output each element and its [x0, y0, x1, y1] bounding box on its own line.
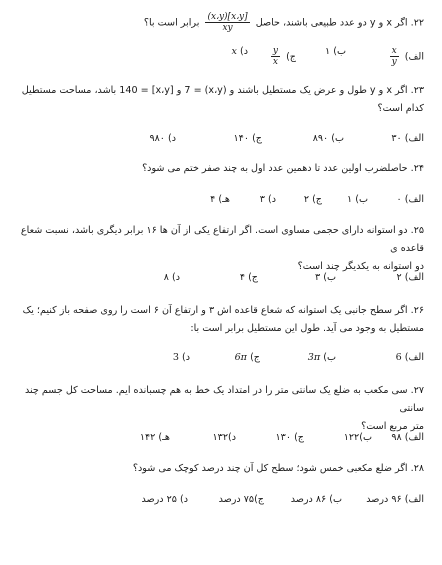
question-27: [14, 382, 424, 436]
question-28: [14, 460, 424, 478]
option-c[interactable]: ج) 6π: [234, 352, 260, 363]
option-a[interactable]: الف) 6: [395, 352, 424, 363]
question-22-text-a: ۲۲. اگر x و y دو عدد طبیعی باشند، حاصل: [255, 17, 424, 29]
option-a[interactable]: الف) ۲: [396, 272, 424, 283]
question-24: [14, 160, 424, 178]
question-26-line1: ۲۶. اگر سطح جانبی یک استوانه که شعاع قاعده اش ۳ و ارتفاع آن ۶ است را روی صفحه باز کنیم؛ یک: [22, 305, 424, 316]
option-a[interactable]: الف) ۳۰: [391, 133, 424, 144]
option-b[interactable]: ب) ۳: [315, 272, 336, 283]
option-a[interactable]: الف) $\frac{x}{y}$: [391, 46, 424, 67]
option-c[interactable]: ج) ۲: [303, 194, 322, 205]
option-b[interactable]: ب)۱۲۲: [343, 432, 372, 443]
question-25-options: [14, 272, 424, 288]
question-22-fraction: [205, 12, 249, 33]
question-22-options: [14, 46, 424, 67]
option-a[interactable]: الف) ۹۸: [391, 432, 424, 443]
question-27-options: [14, 432, 424, 448]
option-b[interactable]: ب) ۱: [325, 46, 346, 57]
question-28-options: [14, 494, 424, 510]
option-c[interactable]: ج) $\frac{y}{x}$: [272, 46, 296, 67]
option-c[interactable]: ج)۷۵ درصد: [218, 494, 264, 505]
fraction-numerator: (x،y)[x،y]: [207, 12, 248, 22]
question-25-line1: ۲۵. دو استوانه دارای حجمی مساوی است. اگر ارتفاع یکی از آن ها ۱۶ برابر دیگری باشد، نسبت شعاع قاعده ی: [20, 225, 424, 254]
question-27-line1: ۲۷. سی مکعب به ضلع یک سانتی متر را در امتداد یک خط به هم چسبانده ایم. مساحت کل جسم چند سانتی: [25, 385, 424, 414]
fraction-denominator: xy: [222, 23, 233, 33]
option-b[interactable]: ب) 3π: [307, 352, 336, 363]
question-23-line1: ۲۳. اگر x و y طول و عرض یک مستطیل باشند و (x،y) = 7 و [x،y] = 140 باشد، مساحت مستطیل: [21, 85, 424, 96]
question-26-options: [14, 352, 424, 368]
option-c[interactable]: ج) ۱۴۰: [233, 133, 262, 144]
option-c[interactable]: ج) ۱۳۰: [275, 432, 304, 443]
option-c[interactable]: ج) ۴: [239, 272, 258, 283]
question-26-line2: مستطیل به وجود می آید. طول این مستطیل برابر است با:: [190, 323, 424, 334]
question-24-line1: ۲۴. حاصلضرب اولین عدد تا دهمین عدد اول به چند صفر ختم می شود؟: [142, 163, 424, 174]
option-b[interactable]: ب) ۸۹۰: [312, 133, 344, 144]
option-a[interactable]: الف) ۹۶ درصد: [366, 494, 424, 505]
option-d[interactable]: د) ۸: [163, 272, 180, 283]
option-b[interactable]: ب) ۸۶ درصد: [290, 494, 342, 505]
question-22: [14, 12, 424, 33]
option-e[interactable]: هـ) ۱۴۲: [139, 432, 170, 443]
question-26: [14, 302, 424, 338]
question-23: [14, 82, 424, 118]
question-25-line2: دو استوانه به یکدیگر چند است؟: [297, 261, 424, 272]
question-23-options: [14, 133, 424, 149]
option-d[interactable]: د) 3: [172, 352, 190, 363]
question-25: [14, 222, 424, 276]
option-e[interactable]: هـ) ۴: [210, 194, 230, 205]
option-b[interactable]: ب) ۱: [347, 194, 368, 205]
option-d[interactable]: د) ۲۵ درصد: [141, 494, 188, 505]
option-d[interactable]: د)۱۳۲: [212, 432, 236, 443]
question-22-text-b: برابر است با؟: [143, 17, 200, 29]
option-d[interactable]: د) x: [231, 46, 248, 57]
option-d[interactable]: د) ۳: [259, 194, 276, 205]
question-23-line2: کدام است؟: [377, 103, 424, 114]
option-a[interactable]: الف) ۰: [396, 194, 424, 205]
question-27-line2: متر مربع است؟: [361, 421, 424, 432]
question-28-line1: ۲۸. اگر ضلع مکعبی خمس شود؛ سطح کل آن چند درصد کوچک می شود؟: [132, 463, 424, 474]
option-d[interactable]: د) ۹۸۰: [149, 133, 176, 144]
question-24-options: [14, 194, 424, 210]
